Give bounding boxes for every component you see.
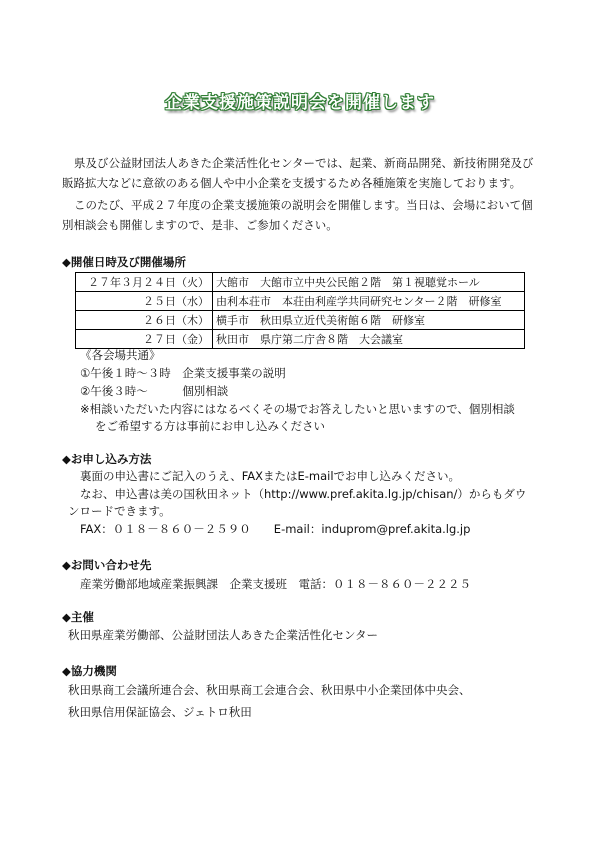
cooperation-line-1: 秋田県商工会議所連合会、秋田県商工会連合会、秋田県中小企業団体中央会、 — [68, 683, 471, 697]
apply-contact: FAX：０１８－８６０－２５９０ E-mail：induprom@pref.akita.lg.jp — [80, 522, 471, 536]
table-row — [76, 311, 525, 330]
organizer-line: 秋田県産業労働部、公益財団法人あきた企業活性化センター — [68, 628, 379, 642]
apply-line-2: なお、申込書は美の国秋田ネット（http://www.pref.akita.lg.jp/chisan/）からもダウ — [80, 487, 527, 501]
table-row — [76, 330, 525, 349]
venue-date: ２５日（水） — [76, 292, 213, 311]
venue-date: ２７日（金） — [76, 330, 213, 349]
page-title: 企業支援施策説明会を開催します — [165, 93, 435, 113]
apply-heading: ◆お申し込み方法 — [62, 452, 152, 466]
schedule-item-1: ①午後１時～３時 企業支援事業の説明 — [80, 366, 286, 380]
schedule-item-2: ②午後３時～ 個別相談 — [80, 384, 229, 398]
inquiry-heading: ◆お問い合わせ先 — [62, 558, 152, 572]
schedule-note-line-2: をご希望する方は事前にお申し込みください — [95, 419, 325, 433]
cooperation-heading: ◆協力機関 — [62, 664, 117, 678]
schedule-heading: ◆開催日時及び開催場所 — [62, 255, 186, 269]
venue-date: ２７年３月２４日（火） — [76, 273, 213, 292]
table-row — [76, 292, 525, 311]
apply-line-1: 裏面の申込書にご記入のうえ、FAXまたはE-mailでお申し込みください。 — [80, 469, 461, 483]
inquiry-line: 産業労働部地域産業振興課 企業支援班 電話：０１８－８６０－２２２５ — [80, 577, 471, 591]
venue-date: ２６日（木） — [76, 311, 213, 330]
apply-line-3: ンロードできます。 — [68, 504, 171, 518]
venue-place: 由利本荘市 本荘由利産学共同研究センター２階 研修室 — [213, 292, 525, 311]
venue-table — [75, 272, 525, 349]
intro-paragraph-1: 県及び公益財団法人あきた企業活性化センターでは、起業、新商品開発、新技術開発及び販路拡大などに意欲のある個人や中小企業を支援するため各種施策を実施しております。 — [62, 156, 534, 190]
organizer-heading: ◆主催 — [62, 610, 94, 624]
intro-paragraph-2: このたび、平成２７年度の企業支援施策の説明会を開催します。当日は、会場において個別相談会も開催しますので、是非、ご参加ください。 — [62, 198, 533, 232]
schedule-note-line-1: ※相談いただいた内容にはなるべくその場でお答えしたいと思いますので、個別相談 — [80, 402, 515, 416]
title-banner — [0, 86, 600, 115]
venue-place: 大館市 大館市立中央公民館２階 第１視聴覚ホール — [213, 273, 525, 292]
venue-place: 横手市 秋田県立近代美術館６階 研修室 — [213, 311, 525, 330]
common-label: 《各会場共通》 — [80, 348, 161, 362]
table-row — [76, 273, 525, 292]
cooperation-line-2: 秋田県信用保証協会、ジェトロ秋田 — [68, 705, 252, 719]
venue-place: 秋田市 県庁第二庁舎８階 大会議室 — [213, 330, 525, 349]
